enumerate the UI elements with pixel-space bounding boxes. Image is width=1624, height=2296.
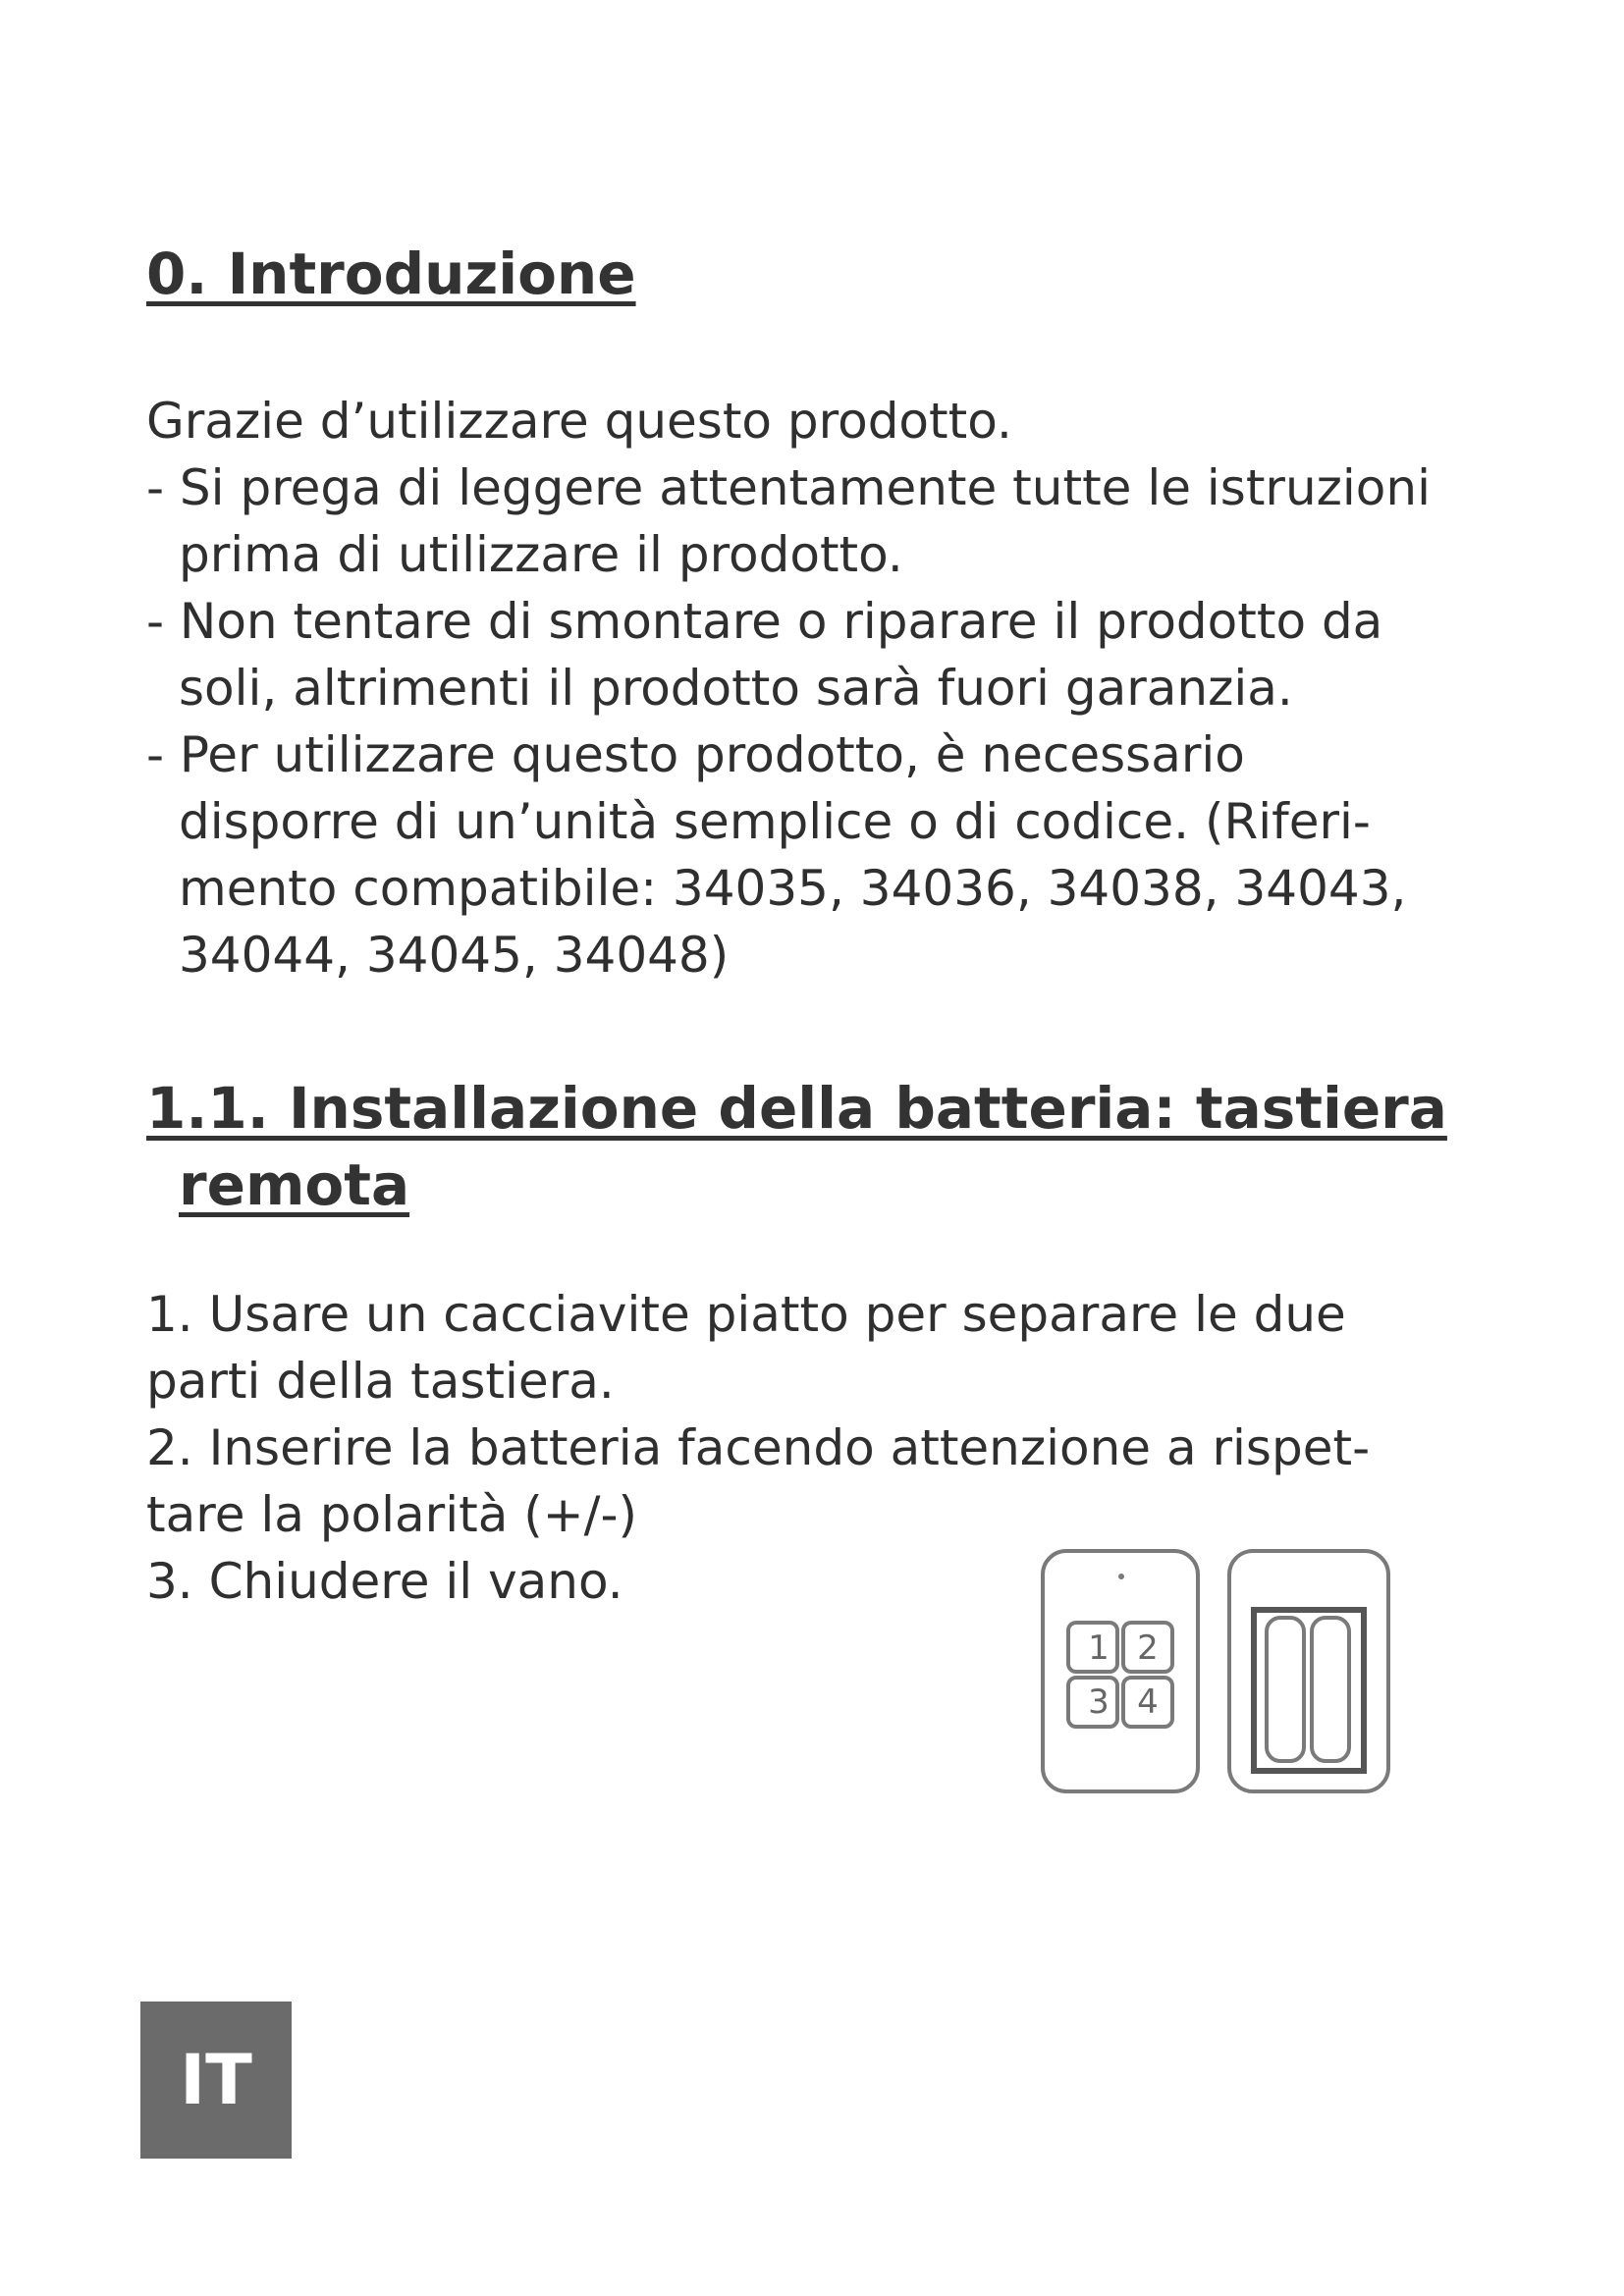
remote-front-icon [1043, 1551, 1198, 1791]
instruction-bullet: - Si prega di leggere attentamente tutte le istruzioni [146, 459, 1431, 516]
remote-button-4: 4 [1137, 1682, 1159, 1722]
battery-compartment-icon [1229, 1551, 1388, 1791]
step-3: 3. Chiudere il vano. [146, 1553, 623, 1610]
remote-button-2: 2 [1137, 1629, 1159, 1668]
compatibility-bullet-cont: disporre di un’unità semplice o di codice. (Riferi- [179, 793, 1371, 850]
section-0-title-text: 0. Introduzione [146, 240, 636, 307]
section-1-title [146, 1070, 1447, 1223]
warranty-bullet: - Non tentare di smontare o riparare il prodotto da [146, 593, 1383, 650]
intro-line: Grazie d’utilizzare questo prodotto. [146, 393, 1012, 450]
instruction-bullet-cont: prima di utilizzare il prodotto. [179, 526, 903, 583]
step-2: 2. Inserire la batteria facendo attenzione a rispet- [146, 1419, 1371, 1476]
compatibility-bullet: - Per utilizzare questo prodotto, è necessario [146, 726, 1245, 783]
compatibility-bullet-cont: mento compatibile: 34035, 34036, 34038, 34043, [179, 860, 1407, 917]
section-1-title-line1: 1.1. Installazione della batteria: tastiera [146, 1075, 1447, 1142]
section-1-title-line2: remota [179, 1151, 410, 1218]
section-0-body [146, 388, 1541, 988]
language-badge: IT [140, 2002, 292, 2159]
warranty-bullet-cont: soli, altrimenti il prodotto sarà fuori garanzia. [179, 660, 1293, 717]
step-2-cont: tare la polarità (+/-) [146, 1486, 638, 1543]
remote-battery-illustration [1021, 1539, 1404, 1804]
step-1-cont: parti della tastiera. [146, 1353, 615, 1410]
section-0-title [146, 236, 636, 312]
step-1: 1. Usare un cacciavite piatto per separare le due [146, 1286, 1346, 1343]
compatibility-bullet-cont: 34044, 34045, 34048) [179, 927, 730, 984]
remote-button-1: 1 [1088, 1629, 1110, 1668]
remote-button-3: 3 [1088, 1682, 1110, 1722]
